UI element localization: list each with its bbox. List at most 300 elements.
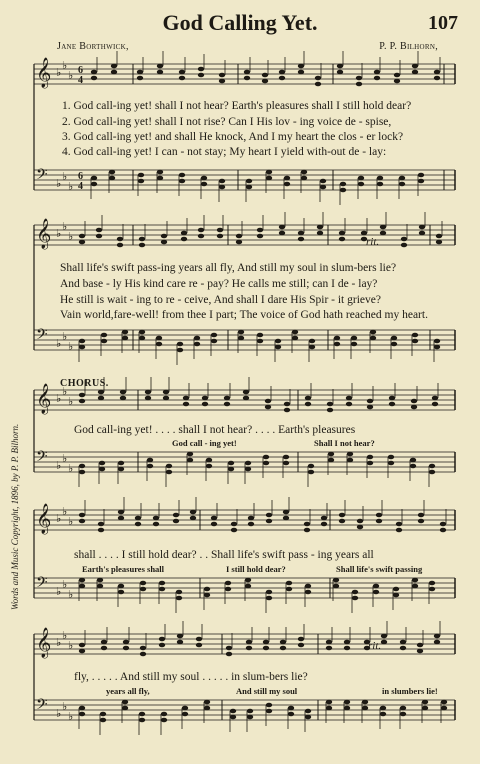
note-head [109,176,115,181]
note-head [432,402,438,407]
note-head [97,578,103,583]
note-head [217,234,223,239]
note-head [344,646,350,651]
flat-icon: ♭ [56,228,62,240]
verse-2-line-b: And base - ly His kind care re - pay? He calls me still; can I de - lay? [60,278,378,290]
note-head [145,396,151,401]
note-head [394,73,400,78]
note-head [401,237,407,242]
note-head [284,408,290,413]
bass-lyric-2a: Earth's pleasures shall [82,564,165,574]
note-head [381,634,387,639]
chorus-lyric-2: shall . . . . I still hold dear? . . Shall life's swift pass - ing years all [74,549,374,561]
note-head [317,231,323,236]
note-head [153,522,159,527]
note-head [441,706,447,711]
note-head [388,455,394,460]
note-head [333,578,339,583]
note-head [346,396,352,401]
note-head [327,408,333,413]
note-head [301,176,307,181]
flat-icon: ♭ [56,67,62,79]
note-head [166,464,172,469]
note-head [224,396,230,401]
note-head [429,587,435,592]
hymn-title: God Calling Yet. [162,10,318,35]
note-head [262,79,268,84]
note-head [279,231,285,236]
note-head [257,333,263,338]
note-head [376,513,382,518]
note-head [135,516,141,521]
flat-icon: ♭ [68,463,74,475]
note-head [334,336,340,341]
note-head [159,637,165,642]
note-head [163,396,169,401]
note-head [194,342,200,347]
treble-clef-icon: 𝄞 [36,384,52,414]
note-head [298,643,304,648]
note-head [362,700,368,705]
note-head [138,179,144,184]
note-head [135,522,141,527]
note-head [179,179,185,184]
note-head [96,234,102,239]
note-head [440,528,446,533]
bass-lyric-2b: I still hold dear? [226,564,286,574]
note-head [401,243,407,248]
note-head [305,584,311,589]
note-head [173,513,179,518]
note-head [118,467,124,472]
note-head [111,64,117,69]
note-head [79,234,85,239]
note-head [301,170,307,175]
note-head [418,513,424,518]
note-head [201,176,207,181]
note-head [190,516,196,521]
note-head [436,234,442,239]
note-head [380,712,386,717]
note-head [79,584,85,589]
note-head [79,649,85,654]
note-head [228,467,234,472]
note-head [226,646,232,651]
note-head [418,173,424,178]
note-head [122,706,128,711]
note-head [340,182,346,187]
note-head [434,640,440,645]
note-head [298,231,304,236]
note-head [334,342,340,347]
note-head [139,718,145,723]
note-head [361,231,367,236]
note-head [429,464,435,469]
time-signature: 4 [78,181,83,192]
note-head [262,73,268,78]
note-head [79,578,85,583]
note-head [99,461,105,466]
note-head [79,706,85,711]
note-head [320,185,326,190]
treble-clef-icon: 𝄞 [36,504,52,534]
note-head [370,330,376,335]
note-head [357,519,363,524]
note-head [187,452,193,457]
note-head [247,709,253,714]
note-head [139,243,145,248]
note-head [166,470,172,475]
note-head [283,516,289,521]
note-head [434,70,440,75]
note-head [292,336,298,341]
note-head [198,234,204,239]
chorus-label: CHORUS. [60,378,109,389]
note-head [286,587,292,592]
note-head [394,79,400,84]
note-head [347,458,353,463]
note-head [263,455,269,460]
note-head [248,522,254,527]
note-head [153,516,159,521]
note-head [101,646,107,651]
note-head [231,528,237,533]
note-head [346,402,352,407]
note-head [308,470,314,475]
note-head [344,640,350,645]
note-head [400,712,406,717]
note-head [327,402,333,407]
note-head [399,176,405,181]
note-head [374,76,380,81]
flat-icon: ♭ [62,453,68,465]
note-head [266,590,272,595]
note-head [159,643,165,648]
note-head [101,333,107,338]
flat-icon: ♭ [56,393,62,405]
note-head [417,649,423,654]
verse-2-line-a: 2. God call-ing yet! shall I not rise? Can I His lov - ing voice de - spise, [62,116,392,128]
note-head [396,528,402,533]
note-head [211,516,217,521]
flat-icon: ♭ [68,396,74,408]
bass-clef-icon: 𝄢 [36,326,48,347]
note-head [161,718,167,723]
note-head [305,715,311,720]
note-head [436,240,442,245]
note-head [96,228,102,233]
note-head [173,519,179,524]
note-head [140,581,146,586]
note-head [190,510,196,515]
verse-1-line-a: 1. God call-ing yet! shall I not hear? Earth's pleasures shall I still hold dear? [62,100,412,112]
author-credit: Jane Borthwick, [57,41,129,52]
note-head [298,637,304,642]
note-head [145,390,151,395]
note-head [79,393,85,398]
note-head [176,590,182,595]
note-head [284,182,290,187]
note-head [98,390,104,395]
note-head [91,176,97,181]
note-head [374,70,380,75]
note-head [434,76,440,81]
note-head [161,234,167,239]
flat-icon: ♭ [62,630,68,642]
note-head [292,330,298,335]
note-head [79,643,85,648]
note-head [400,640,406,645]
bass-lyric-1b: Shall I not hear? [314,438,375,448]
treble-clef-icon: 𝄞 [36,628,52,658]
note-head [206,458,212,463]
note-head [139,336,145,341]
chorus-lyric-1: God call-ing yet! . . . . shall I not hear? . . . . Earth's pleasures [74,424,356,436]
note-head [79,519,85,524]
flat-icon: ♭ [62,171,68,183]
note-head [187,458,193,463]
note-head [283,510,289,515]
note-head [434,339,440,344]
note-head [238,330,244,335]
note-head [286,581,292,586]
bass-lyric-3b: And still my soul [236,686,298,696]
flat-icon: ♭ [68,70,74,82]
note-head [320,179,326,184]
note-head [79,240,85,245]
note-head [279,76,285,81]
note-head [177,634,183,639]
note-head [305,709,311,714]
note-head [358,176,364,181]
note-head [147,464,153,469]
note-head [123,646,129,651]
note-head [410,458,416,463]
flat-icon: ♭ [68,181,74,193]
note-head [246,179,252,184]
note-head [352,596,358,601]
time-signature: 6 [78,171,83,182]
flat-icon: ♭ [62,221,68,233]
note-head [339,513,345,518]
note-head [91,70,97,75]
note-head [202,402,208,407]
note-head [98,396,104,401]
note-head [280,646,286,651]
note-head [288,706,294,711]
note-head [309,345,315,350]
note-head [246,185,252,190]
note-head [351,336,357,341]
note-head [432,396,438,401]
note-head [243,390,249,395]
note-head [429,581,435,586]
note-head [157,64,163,69]
note-head [204,706,210,711]
note-head [161,712,167,717]
note-head [284,176,290,181]
note-head [263,646,269,651]
note-head [412,70,418,75]
chorus-lyric-3: fly, . . . . . And still my soul . . . . . in slum-bers lie? [74,671,308,683]
note-head [139,237,145,242]
note-head [419,225,425,230]
note-head [157,70,163,75]
note-head [357,525,363,530]
flat-icon: ♭ [68,341,74,353]
note-head [247,715,253,720]
note-head [388,461,394,466]
note-head [347,452,353,457]
note-head [326,646,332,651]
verse-4-line-a: 4. God call-ing yet! I can - not stay; My heart I yield with-out de - lay: [62,146,387,158]
note-head [97,584,103,589]
note-head [339,231,345,236]
note-head [280,640,286,645]
note-head [265,405,271,410]
note-head [440,522,446,527]
note-head [275,339,281,344]
note-head [147,458,153,463]
note-head [266,703,272,708]
bass-lyric-2c: Shall life's swift passing [336,564,423,574]
flat-icon: ♭ [62,701,68,713]
note-head [400,706,406,711]
flat-icon: ♭ [56,586,62,598]
flat-icon: ♭ [68,589,74,601]
note-head [140,587,146,592]
note-head [179,70,185,75]
note-head [79,339,85,344]
rit-marking-1: rit. [366,236,380,248]
flat-icon: ♭ [62,60,68,72]
note-head [156,336,162,341]
note-head [236,234,242,239]
note-head [367,399,373,404]
note-head [204,593,210,598]
note-head [304,528,310,533]
note-head [211,522,217,527]
note-head [376,519,382,524]
flat-icon: ♭ [68,711,74,723]
time-signature: 4 [78,75,83,86]
note-head [140,652,146,657]
note-head [298,237,304,242]
note-head [245,467,251,472]
note-head [243,396,249,401]
note-head [230,715,236,720]
note-head [228,461,234,466]
note-head [177,342,183,347]
note-head [356,82,362,87]
note-head [283,461,289,466]
note-head [219,179,225,184]
note-head [231,522,237,527]
note-head [326,706,332,711]
note-head [140,646,146,651]
note-head [100,718,106,723]
composer-credit: P. P. Bilhorn, [379,41,438,52]
note-head [263,640,269,645]
note-head [344,700,350,705]
note-head [305,590,311,595]
note-head [79,464,85,469]
note-head [305,402,311,407]
note-head [412,584,418,589]
note-head [159,581,165,586]
note-head [393,593,399,598]
verse-3-line-b: He still is wait - ing to re - ceive, And shall I dare His Spir - it grieve? [60,294,381,306]
note-head [99,467,105,472]
note-head [257,339,263,344]
note-head [377,176,383,181]
note-head [381,640,387,645]
flat-icon: ♭ [56,178,62,190]
verse-1-line-b: Shall life's swift pass-ing years all fly, And still my soul in slum-bers lie? [60,262,397,274]
note-head [326,640,332,645]
flat-icon: ♭ [56,338,62,350]
note-head [411,405,417,410]
note-head [179,76,185,81]
note-head [137,70,143,75]
note-head [362,706,368,711]
note-head [412,64,418,69]
note-head [225,581,231,586]
flat-icon: ♭ [62,506,68,518]
note-head [79,712,85,717]
verse-3-line-a: 3. God call-ing yet! and shall He knock, And I my heart the clos - er lock? [62,131,404,143]
note-head [389,396,395,401]
note-head [120,396,126,401]
note-head [179,173,185,178]
note-head [367,405,373,410]
note-head [79,399,85,404]
note-head [344,706,350,711]
note-head [284,402,290,407]
note-head [161,240,167,245]
note-head [100,712,106,717]
note-head [275,345,281,350]
note-head [118,590,124,595]
flat-icon: ♭ [56,513,62,525]
note-head [194,336,200,341]
note-head [266,519,272,524]
note-head [412,578,418,583]
note-head [367,461,373,466]
note-head [328,458,334,463]
note-head [117,237,123,242]
note-head [321,522,327,527]
note-head [122,336,128,341]
note-head [117,243,123,248]
verse-4-line-b: Vain world,fare-well! from thee I part; The voice of God hath reached my heart. [60,309,428,321]
note-head [181,237,187,242]
note-head [429,470,435,475]
note-head [422,706,428,711]
note-head [217,228,223,233]
page-number: 107 [428,12,458,34]
note-head [399,182,405,187]
treble-clef-icon: 𝄞 [36,58,52,88]
note-head [120,390,126,395]
note-head [159,587,165,592]
note-head [118,516,124,521]
note-head [333,584,339,589]
note-head [391,342,397,347]
note-head [219,185,225,190]
note-head [183,396,189,401]
note-head [211,333,217,338]
